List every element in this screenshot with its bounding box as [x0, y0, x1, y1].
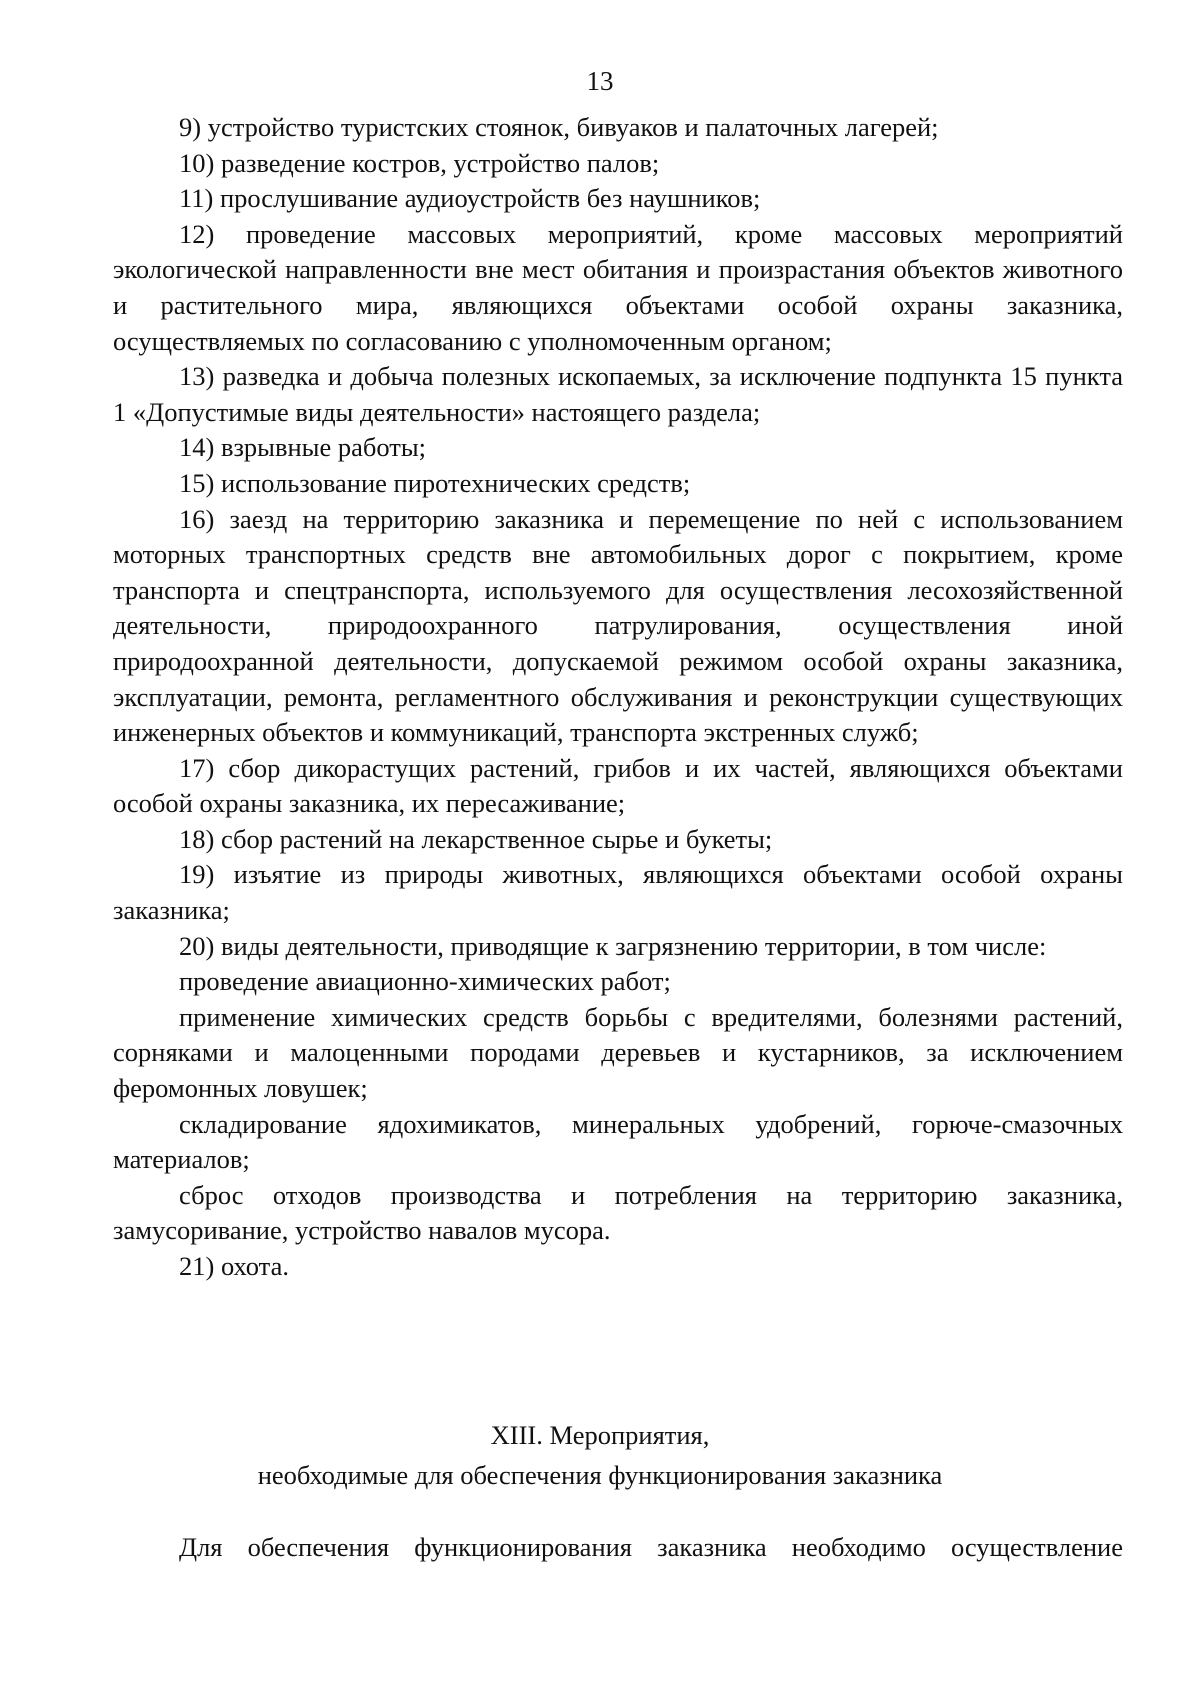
list-item: 19) изъятие из природы животных, являющихся объектами особой охраны заказника;: [113, 859, 1123, 926]
list-subitem: применение химических средств борьбы с вредителями, болезнями растений, сорняками и малоценными породами деревьев и кустарников, за исключением феромонных ловушек;: [113, 1001, 1123, 1104]
list-item: 20) виды деятельности, приводящие к загрязнению территории, в том числе:: [179, 930, 1047, 961]
list-subitem: проведение авиационно-химических работ;: [179, 966, 671, 997]
section-title: XIII. Мероприятия,: [490, 1420, 710, 1450]
list-item: 13) разведка и добыча полезных ископаемых, за исключение подпункта 15 пункта 1 «Допустимые виды деятельности» настоящего раздела;: [113, 361, 1123, 427]
list-subitem: складирование ядохимикатов, минеральных удобрений, горюче-смазочных материалов;: [113, 1108, 1123, 1175]
list-item: 16) заезд на территорию заказника и перемещение по ней с использованием моторных транспортных средств вне автомобильных дорог с покрытием, кроме транспорта и спецтранспорта, используемого для осуществления лесохозяйственной деятельности, природоохранного патрулирования, осуществления иной природоохранной деятельности, допускаемой режимом особой охраны заказника, эксплуатации, ремонта, регламентного обслуживания и реконструкции существующих инженерных объектов и коммуникаций, транспорта экстренных служб;: [113, 503, 1123, 748]
list-item: 15) использование пиротехнических средств;: [179, 467, 691, 498]
page-number: 13: [586, 66, 614, 96]
list-item: 14) взрывные работы;: [179, 432, 427, 463]
list-item: 10) разведение костров, устройство палов;: [179, 147, 660, 178]
list-item: 18) сбор растений на лекарственное сырье и букеты;: [179, 823, 773, 854]
list-item: 9) устройство туристских стоянок, бивуаков и палаточных лагерей;: [179, 112, 939, 142]
section-first-paragraph: Для обеспечения функционирования заказника необходимо осуществление: [179, 1532, 1123, 1562]
section-subtitle: необходимые для обеспечения функционирования заказника: [257, 1460, 943, 1490]
list-item: 21) охота.: [179, 1251, 289, 1281]
list-item: 11) прослушивание аудиоустройств без наушников;: [179, 183, 761, 214]
list-item: 12) проведение массовых мероприятий, кроме массовых мероприятий экологической направленности вне мест обитания и произрастания объектов животного и растительного мира, являющихся объектами особой охраны заказника, осуществляемых по согласованию с уполномоченным органом;: [113, 218, 1123, 356]
list-item: 17) сбор дикорастущих растений, грибов и их частей, являющихся объектами особой охраны заказника, их пересаживание;: [113, 752, 1123, 819]
list-subitem: сброс отходов производства и потребления на территорию заказника, замусоривание, устройство навалов мусора.: [113, 1179, 1123, 1246]
section-heading: [0, 1415, 1200, 1495]
prohibited-activities-list: [113, 110, 1123, 1285]
